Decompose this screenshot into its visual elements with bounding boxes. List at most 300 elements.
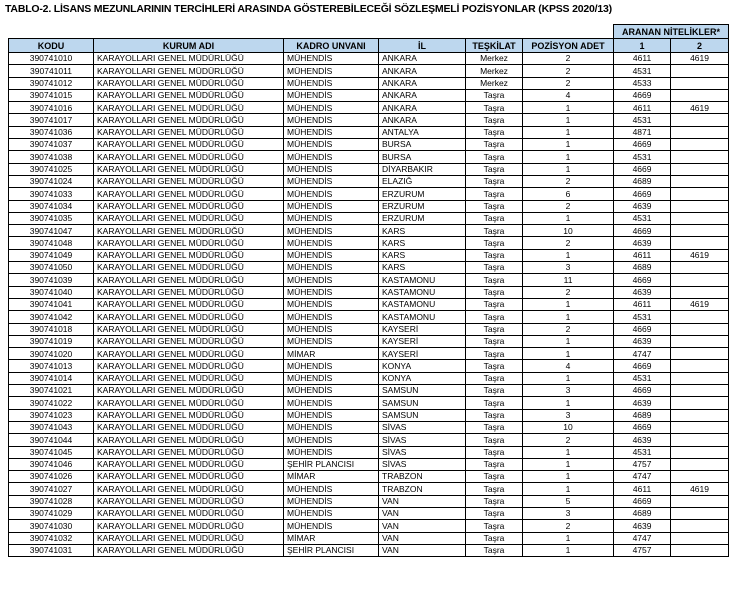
cell-kodu: 390741029: [9, 507, 94, 519]
cell-nitelik-2: [671, 225, 729, 237]
cell-nitelik-1: 4639: [614, 286, 671, 298]
cell-pozisyon-adet: 1: [523, 298, 614, 310]
cell-kodu: 390741037: [9, 139, 94, 151]
cell-kurum-adi: KARAYOLLARI GENEL MÜDÜRLÜĞÜ: [94, 53, 284, 65]
cell-pozisyon-adet: 1: [523, 446, 614, 458]
cell-kodu: 390741041: [9, 298, 94, 310]
cell-kurum-adi: KARAYOLLARI GENEL MÜDÜRLÜĞÜ: [94, 532, 284, 544]
cell-teskilat: Taşra: [466, 421, 523, 433]
cell-kodu: 390741013: [9, 360, 94, 372]
cell-kurum-adi: KARAYOLLARI GENEL MÜDÜRLÜĞÜ: [94, 372, 284, 384]
page-title: TABLO-2. LİSANS MEZUNLARININ TERCİHLERİ ARASINDA GÖSTEREBİLECEĞİ SÖZLEŞMELİ POZİSYONLAR (KPSS 2020/13): [5, 3, 612, 15]
cell-nitelik-2: 4619: [671, 249, 729, 261]
cell-nitelik-2: [671, 495, 729, 507]
cell-il: SİVAS: [379, 446, 466, 458]
table-header: [9, 25, 729, 53]
cell-nitelik-2: [671, 262, 729, 274]
cell-il: SİVAS: [379, 421, 466, 433]
cell-il: KASTAMONU: [379, 311, 466, 323]
cell-pozisyon-adet: 3: [523, 262, 614, 274]
cell-kurum-adi: KARAYOLLARI GENEL MÜDÜRLÜĞÜ: [94, 126, 284, 138]
cell-nitelik-2: [671, 237, 729, 249]
cell-il: KASTAMONU: [379, 286, 466, 298]
cell-nitelik-1: 4757: [614, 544, 671, 556]
table-row: [9, 65, 729, 77]
cell-kadro-unvani: MÜHENDİS: [284, 175, 379, 187]
cell-kurum-adi: KARAYOLLARI GENEL MÜDÜRLÜĞÜ: [94, 188, 284, 200]
column-header-nitelik-2: 2: [671, 39, 729, 53]
cell-pozisyon-adet: 4: [523, 89, 614, 101]
cell-kurum-adi: KARAYOLLARI GENEL MÜDÜRLÜĞÜ: [94, 323, 284, 335]
table-row: [9, 421, 729, 433]
cell-nitelik-2: [671, 89, 729, 101]
cell-teskilat: Taşra: [466, 471, 523, 483]
group-header-row: [9, 25, 729, 39]
cell-teskilat: Taşra: [466, 89, 523, 101]
cell-kurum-adi: KARAYOLLARI GENEL MÜDÜRLÜĞÜ: [94, 458, 284, 470]
cell-kodu: 390741046: [9, 458, 94, 470]
cell-nitelik-2: [671, 151, 729, 163]
cell-kadro-unvani: MÜHENDİS: [284, 495, 379, 507]
cell-il: KAYSERİ: [379, 323, 466, 335]
cell-kodu: 390741050: [9, 262, 94, 274]
cell-pozisyon-adet: 2: [523, 520, 614, 532]
cell-il: VAN: [379, 507, 466, 519]
table-row: [9, 495, 729, 507]
table-row: [9, 77, 729, 89]
table-row: [9, 200, 729, 212]
cell-teskilat: Taşra: [466, 532, 523, 544]
cell-pozisyon-adet: 1: [523, 397, 614, 409]
table-row: [9, 139, 729, 151]
cell-teskilat: Taşra: [466, 458, 523, 470]
cell-kadro-unvani: MÜHENDİS: [284, 262, 379, 274]
table-row: [9, 446, 729, 458]
cell-kodu: 390741012: [9, 77, 94, 89]
cell-kurum-adi: KARAYOLLARI GENEL MÜDÜRLÜĞÜ: [94, 175, 284, 187]
cell-kadro-unvani: MÜHENDİS: [284, 520, 379, 532]
cell-nitelik-1: 4611: [614, 53, 671, 65]
table-row: [9, 298, 729, 310]
table-row: [9, 102, 729, 114]
cell-nitelik-1: 4689: [614, 507, 671, 519]
column-header-teskilat: TEŞKİLAT: [466, 39, 523, 53]
cell-nitelik-1: 4747: [614, 471, 671, 483]
cell-pozisyon-adet: 1: [523, 249, 614, 261]
cell-nitelik-1: 4531: [614, 114, 671, 126]
cell-il: ELAZIĞ: [379, 175, 466, 187]
cell-nitelik-1: 4747: [614, 532, 671, 544]
cell-nitelik-1: 4611: [614, 249, 671, 261]
cell-il: KAYSERİ: [379, 335, 466, 347]
cell-pozisyon-adet: 2: [523, 77, 614, 89]
cell-pozisyon-adet: 1: [523, 151, 614, 163]
cell-nitelik-1: 4639: [614, 434, 671, 446]
cell-nitelik-2: [671, 323, 729, 335]
cell-nitelik-1: 4669: [614, 139, 671, 151]
cell-nitelik-2: 4619: [671, 298, 729, 310]
cell-il: SİVAS: [379, 458, 466, 470]
cell-il: SAMSUN: [379, 385, 466, 397]
cell-kadro-unvani: MİMAR: [284, 348, 379, 360]
table-row: [9, 163, 729, 175]
cell-kadro-unvani: MÜHENDİS: [284, 372, 379, 384]
cell-kodu: 390741021: [9, 385, 94, 397]
cell-kurum-adi: KARAYOLLARI GENEL MÜDÜRLÜĞÜ: [94, 77, 284, 89]
cell-teskilat: Taşra: [466, 385, 523, 397]
cell-nitelik-2: [671, 126, 729, 138]
cell-pozisyon-adet: 1: [523, 311, 614, 323]
cell-nitelik-2: [671, 188, 729, 200]
cell-pozisyon-adet: 2: [523, 53, 614, 65]
cell-il: KONYA: [379, 372, 466, 384]
cell-teskilat: Taşra: [466, 249, 523, 261]
cell-nitelik-1: 4669: [614, 225, 671, 237]
cell-nitelik-2: [671, 397, 729, 409]
cell-il: VAN: [379, 544, 466, 556]
cell-pozisyon-adet: 1: [523, 483, 614, 495]
cell-kurum-adi: KARAYOLLARI GENEL MÜDÜRLÜĞÜ: [94, 348, 284, 360]
cell-kadro-unvani: ŞEHİR PLANCISI: [284, 544, 379, 556]
cell-pozisyon-adet: 2: [523, 65, 614, 77]
cell-kadro-unvani: MÜHENDİS: [284, 77, 379, 89]
cell-il: ANTALYA: [379, 126, 466, 138]
cell-kurum-adi: KARAYOLLARI GENEL MÜDÜRLÜĞÜ: [94, 102, 284, 114]
cell-teskilat: Taşra: [466, 348, 523, 360]
cell-kodu: 390741040: [9, 286, 94, 298]
cell-il: TRABZON: [379, 471, 466, 483]
cell-il: KONYA: [379, 360, 466, 372]
cell-kodu: 390741025: [9, 163, 94, 175]
cell-kurum-adi: KARAYOLLARI GENEL MÜDÜRLÜĞÜ: [94, 397, 284, 409]
cell-il: ANKARA: [379, 102, 466, 114]
cell-kurum-adi: KARAYOLLARI GENEL MÜDÜRLÜĞÜ: [94, 385, 284, 397]
cell-nitelik-2: [671, 65, 729, 77]
cell-kurum-adi: KARAYOLLARI GENEL MÜDÜRLÜĞÜ: [94, 421, 284, 433]
cell-kodu: 390741023: [9, 409, 94, 421]
cell-pozisyon-adet: 1: [523, 126, 614, 138]
cell-teskilat: Taşra: [466, 262, 523, 274]
cell-nitelik-2: [671, 544, 729, 556]
cell-kadro-unvani: MÜHENDİS: [284, 507, 379, 519]
table-row: [9, 471, 729, 483]
cell-il: ERZURUM: [379, 212, 466, 224]
cell-kurum-adi: KARAYOLLARI GENEL MÜDÜRLÜĞÜ: [94, 471, 284, 483]
table-row: [9, 114, 729, 126]
cell-kurum-adi: KARAYOLLARI GENEL MÜDÜRLÜĞÜ: [94, 520, 284, 532]
cell-nitelik-1: 4669: [614, 385, 671, 397]
cell-il: ERZURUM: [379, 200, 466, 212]
cell-teskilat: Taşra: [466, 139, 523, 151]
cell-nitelik-2: [671, 335, 729, 347]
cell-kadro-unvani: MÜHENDİS: [284, 163, 379, 175]
cell-pozisyon-adet: 2: [523, 286, 614, 298]
cell-kadro-unvani: MÜHENDİS: [284, 385, 379, 397]
table-row: [9, 397, 729, 409]
cell-kadro-unvani: MÜHENDİS: [284, 298, 379, 310]
cell-kodu: 390741038: [9, 151, 94, 163]
cell-kurum-adi: KARAYOLLARI GENEL MÜDÜRLÜĞÜ: [94, 163, 284, 175]
table-row: [9, 360, 729, 372]
table-body: [9, 53, 729, 557]
cell-pozisyon-adet: 3: [523, 385, 614, 397]
cell-kodu: 390741022: [9, 397, 94, 409]
cell-kadro-unvani: MÜHENDİS: [284, 483, 379, 495]
cell-pozisyon-adet: 1: [523, 372, 614, 384]
cell-nitelik-1: 4669: [614, 360, 671, 372]
cell-kodu: 390741018: [9, 323, 94, 335]
table-row: [9, 212, 729, 224]
cell-kurum-adi: KARAYOLLARI GENEL MÜDÜRLÜĞÜ: [94, 274, 284, 286]
cell-pozisyon-adet: 1: [523, 544, 614, 556]
cell-kurum-adi: KARAYOLLARI GENEL MÜDÜRLÜĞÜ: [94, 360, 284, 372]
cell-nitelik-1: 4669: [614, 421, 671, 433]
cell-nitelik-2: 4619: [671, 102, 729, 114]
table-row: [9, 225, 729, 237]
cell-pozisyon-adet: 4: [523, 360, 614, 372]
cell-kodu: 390741017: [9, 114, 94, 126]
cell-kadro-unvani: MÜHENDİS: [284, 126, 379, 138]
cell-teskilat: Taşra: [466, 200, 523, 212]
cell-nitelik-1: 4747: [614, 348, 671, 360]
cell-kurum-adi: KARAYOLLARI GENEL MÜDÜRLÜĞÜ: [94, 151, 284, 163]
cell-kurum-adi: KARAYOLLARI GENEL MÜDÜRLÜĞÜ: [94, 262, 284, 274]
table-row: [9, 385, 729, 397]
cell-teskilat: Taşra: [466, 372, 523, 384]
cell-il: SİVAS: [379, 434, 466, 446]
cell-il: KARS: [379, 225, 466, 237]
cell-kurum-adi: KARAYOLLARI GENEL MÜDÜRLÜĞÜ: [94, 434, 284, 446]
cell-kodu: 390741047: [9, 225, 94, 237]
cell-pozisyon-adet: 6: [523, 188, 614, 200]
cell-teskilat: Merkez: [466, 65, 523, 77]
column-header-nitelik-1: 1: [614, 39, 671, 53]
cell-il: VAN: [379, 532, 466, 544]
cell-pozisyon-adet: 3: [523, 507, 614, 519]
cell-teskilat: Taşra: [466, 175, 523, 187]
cell-kodu: 390741010: [9, 53, 94, 65]
cell-nitelik-2: [671, 409, 729, 421]
cell-kurum-adi: KARAYOLLARI GENEL MÜDÜRLÜĞÜ: [94, 335, 284, 347]
cell-teskilat: Taşra: [466, 409, 523, 421]
cell-nitelik-1: 4689: [614, 262, 671, 274]
cell-kadro-unvani: MÜHENDİS: [284, 421, 379, 433]
cell-kodu: 390741030: [9, 520, 94, 532]
cell-kodu: 390741044: [9, 434, 94, 446]
cell-teskilat: Taşra: [466, 495, 523, 507]
cell-kadro-unvani: MÜHENDİS: [284, 335, 379, 347]
column-header-row: [9, 39, 729, 53]
cell-kodu: 390741024: [9, 175, 94, 187]
table-row: [9, 237, 729, 249]
cell-kadro-unvani: MÜHENDİS: [284, 446, 379, 458]
cell-kurum-adi: KARAYOLLARI GENEL MÜDÜRLÜĞÜ: [94, 446, 284, 458]
cell-il: ANKARA: [379, 53, 466, 65]
cell-kadro-unvani: MÜHENDİS: [284, 397, 379, 409]
cell-kodu: 390741043: [9, 421, 94, 433]
cell-nitelik-1: 4639: [614, 335, 671, 347]
cell-kadro-unvani: MÜHENDİS: [284, 139, 379, 151]
cell-nitelik-2: [671, 532, 729, 544]
cell-nitelik-2: [671, 372, 729, 384]
cell-kodu: 390741045: [9, 446, 94, 458]
cell-teskilat: Taşra: [466, 507, 523, 519]
cell-pozisyon-adet: 1: [523, 139, 614, 151]
cell-kurum-adi: KARAYOLLARI GENEL MÜDÜRLÜĞÜ: [94, 507, 284, 519]
cell-kadro-unvani: MÜHENDİS: [284, 188, 379, 200]
cell-kodu: 390741016: [9, 102, 94, 114]
cell-nitelik-1: 4669: [614, 274, 671, 286]
cell-kodu: 390741035: [9, 212, 94, 224]
table-row: [9, 409, 729, 421]
cell-kurum-adi: KARAYOLLARI GENEL MÜDÜRLÜĞÜ: [94, 114, 284, 126]
table-row: [9, 520, 729, 532]
cell-kurum-adi: KARAYOLLARI GENEL MÜDÜRLÜĞÜ: [94, 311, 284, 323]
cell-kadro-unvani: MÜHENDİS: [284, 249, 379, 261]
cell-kurum-adi: KARAYOLLARI GENEL MÜDÜRLÜĞÜ: [94, 65, 284, 77]
cell-kurum-adi: KARAYOLLARI GENEL MÜDÜRLÜĞÜ: [94, 286, 284, 298]
cell-kodu: 390741039: [9, 274, 94, 286]
cell-nitelik-1: 4669: [614, 89, 671, 101]
cell-nitelik-1: 4669: [614, 323, 671, 335]
cell-nitelik-1: 4757: [614, 458, 671, 470]
cell-kurum-adi: KARAYOLLARI GENEL MÜDÜRLÜĞÜ: [94, 89, 284, 101]
cell-kadro-unvani: MÜHENDİS: [284, 225, 379, 237]
cell-pozisyon-adet: 3: [523, 409, 614, 421]
cell-nitelik-1: 4531: [614, 311, 671, 323]
cell-teskilat: Taşra: [466, 360, 523, 372]
cell-nitelik-2: [671, 348, 729, 360]
cell-teskilat: Merkez: [466, 53, 523, 65]
cell-kodu: 390741019: [9, 335, 94, 347]
cell-nitelik-2: [671, 520, 729, 532]
cell-nitelik-2: [671, 139, 729, 151]
positions-table: [8, 24, 729, 557]
cell-kurum-adi: KARAYOLLARI GENEL MÜDÜRLÜĞÜ: [94, 409, 284, 421]
cell-pozisyon-adet: 2: [523, 200, 614, 212]
cell-kadro-unvani: MÜHENDİS: [284, 286, 379, 298]
cell-nitelik-2: [671, 434, 729, 446]
cell-kodu: 390741014: [9, 372, 94, 384]
cell-teskilat: Taşra: [466, 114, 523, 126]
table-row: [9, 286, 729, 298]
table-row: [9, 311, 729, 323]
group-header-aranan-nitelikler: ARANAN NİTELİKLER*: [614, 25, 729, 39]
cell-pozisyon-adet: 2: [523, 237, 614, 249]
cell-pozisyon-adet: 1: [523, 471, 614, 483]
table-row: [9, 274, 729, 286]
cell-il: KARS: [379, 249, 466, 261]
cell-kadro-unvani: MÜHENDİS: [284, 114, 379, 126]
cell-kurum-adi: KARAYOLLARI GENEL MÜDÜRLÜĞÜ: [94, 483, 284, 495]
cell-nitelik-1: 4669: [614, 163, 671, 175]
cell-pozisyon-adet: 1: [523, 348, 614, 360]
table-row: [9, 372, 729, 384]
table-row: [9, 89, 729, 101]
cell-il: SAMSUN: [379, 409, 466, 421]
cell-il: SAMSUN: [379, 397, 466, 409]
cell-kurum-adi: KARAYOLLARI GENEL MÜDÜRLÜĞÜ: [94, 298, 284, 310]
cell-il: KAYSERİ: [379, 348, 466, 360]
cell-teskilat: Taşra: [466, 212, 523, 224]
cell-kadro-unvani: MİMAR: [284, 532, 379, 544]
cell-nitelik-2: [671, 77, 729, 89]
cell-nitelik-2: 4619: [671, 483, 729, 495]
cell-kurum-adi: KARAYOLLARI GENEL MÜDÜRLÜĞÜ: [94, 237, 284, 249]
cell-kodu: 390741028: [9, 495, 94, 507]
cell-il: ERZURUM: [379, 188, 466, 200]
cell-il: ANKARA: [379, 77, 466, 89]
cell-teskilat: Taşra: [466, 298, 523, 310]
cell-kodu: 390741026: [9, 471, 94, 483]
cell-kadro-unvani: MÜHENDİS: [284, 102, 379, 114]
cell-kadro-unvani: MÜHENDİS: [284, 434, 379, 446]
cell-kodu: 390741020: [9, 348, 94, 360]
cell-nitelik-2: [671, 458, 729, 470]
cell-nitelik-2: [671, 163, 729, 175]
cell-pozisyon-adet: 1: [523, 212, 614, 224]
cell-teskilat: Taşra: [466, 274, 523, 286]
cell-pozisyon-adet: 2: [523, 434, 614, 446]
cell-nitelik-1: 4611: [614, 483, 671, 495]
column-header-kadro-unvani: KADRO UNVANI: [284, 39, 379, 53]
column-header-kodu: KODU: [9, 39, 94, 53]
cell-teskilat: Taşra: [466, 323, 523, 335]
table-row: [9, 262, 729, 274]
cell-pozisyon-adet: 10: [523, 225, 614, 237]
cell-nitelik-1: 4611: [614, 102, 671, 114]
cell-nitelik-1: 4871: [614, 126, 671, 138]
table-row: [9, 175, 729, 187]
table-row: [9, 188, 729, 200]
table-row: [9, 335, 729, 347]
cell-nitelik-1: 4531: [614, 212, 671, 224]
cell-nitelik-1: 4669: [614, 188, 671, 200]
cell-teskilat: Taşra: [466, 286, 523, 298]
cell-nitelik-1: 4531: [614, 151, 671, 163]
cell-kurum-adi: KARAYOLLARI GENEL MÜDÜRLÜĞÜ: [94, 225, 284, 237]
cell-kurum-adi: KARAYOLLARI GENEL MÜDÜRLÜĞÜ: [94, 139, 284, 151]
column-header-pozisyon-adet: POZİSYON ADET: [523, 39, 614, 53]
cell-kadro-unvani: MÜHENDİS: [284, 274, 379, 286]
cell-kadro-unvani: ŞEHİR PLANCISI: [284, 458, 379, 470]
table-row: [9, 434, 729, 446]
cell-teskilat: Taşra: [466, 163, 523, 175]
table-row: [9, 507, 729, 519]
cell-il: TRABZON: [379, 483, 466, 495]
cell-teskilat: Taşra: [466, 483, 523, 495]
cell-pozisyon-adet: 1: [523, 163, 614, 175]
cell-teskilat: Taşra: [466, 544, 523, 556]
cell-pozisyon-adet: 2: [523, 175, 614, 187]
cell-nitelik-2: [671, 446, 729, 458]
cell-il: VAN: [379, 495, 466, 507]
cell-pozisyon-adet: 1: [523, 102, 614, 114]
table-row: [9, 126, 729, 138]
cell-nitelik-1: 4531: [614, 65, 671, 77]
cell-nitelik-2: [671, 200, 729, 212]
cell-kurum-adi: KARAYOLLARI GENEL MÜDÜRLÜĞÜ: [94, 544, 284, 556]
table-row: [9, 249, 729, 261]
cell-il: KARS: [379, 237, 466, 249]
cell-nitelik-1: 4639: [614, 397, 671, 409]
cell-teskilat: Taşra: [466, 434, 523, 446]
cell-pozisyon-adet: 1: [523, 335, 614, 347]
cell-nitelik-1: 4531: [614, 372, 671, 384]
cell-kurum-adi: KARAYOLLARI GENEL MÜDÜRLÜĞÜ: [94, 249, 284, 261]
cell-pozisyon-adet: 5: [523, 495, 614, 507]
cell-nitelik-2: [671, 175, 729, 187]
